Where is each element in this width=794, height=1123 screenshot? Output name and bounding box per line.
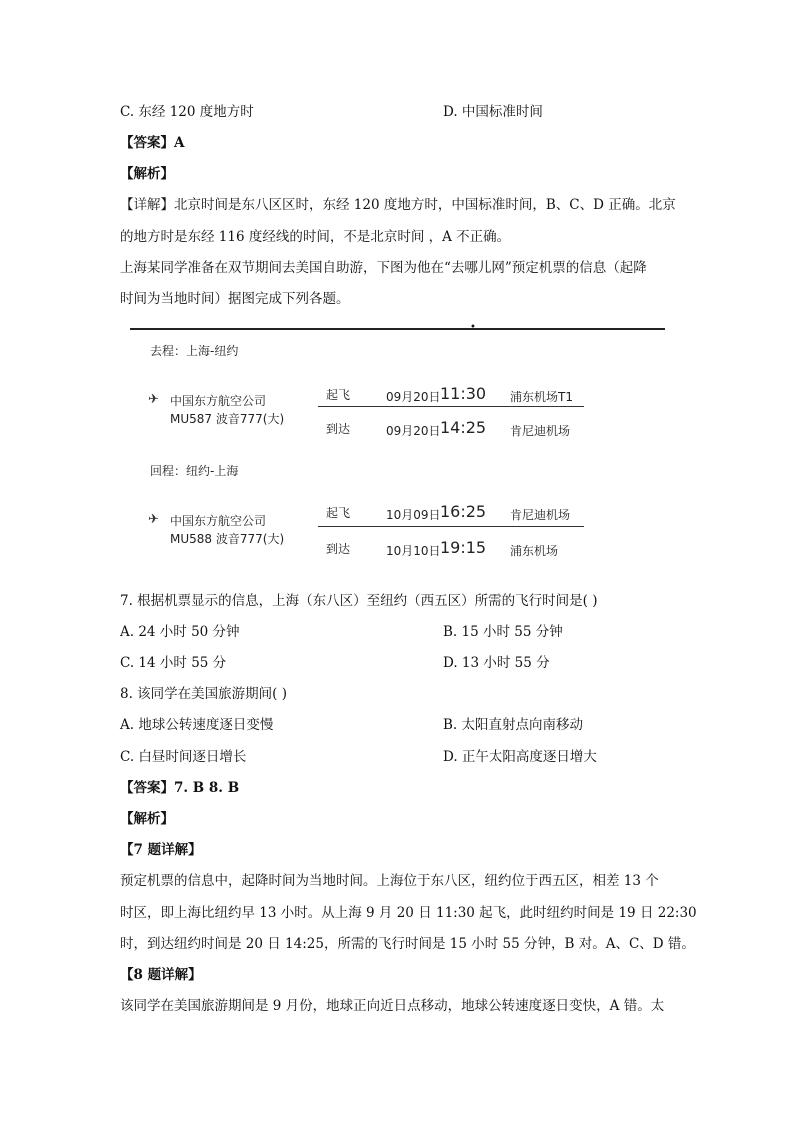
q7-detail-heading: 【7 题详解】 [120,842,202,858]
outbound-depart-label: 起飞 [326,388,351,402]
intro-line-1: 上海某同学准备在双节期间去美国自助游，下图为他在“去哪儿网”预定机票的信息（起降 [120,260,647,276]
return-arrive-label: 到达 [326,542,351,556]
question-7: 7. 根据机票显示的信息，上海（东八区）至纽约（西五区）所需的飞行时间是( ) [120,593,598,609]
return-depart-date: 10月09日 [386,508,441,522]
outbound-label: 去程：上海-纽约 [150,344,239,358]
answer: 【答案】7. B 8. B [120,780,240,796]
intro-line-2: 时间为当地时间）据图完成下列各题。 [120,291,350,307]
q7-explanation-1: 预定机票的信息中，起降时间为当地时间。上海位于东八区，纽约位于西五区，相差 13 个 [120,873,659,889]
q8-option-c: C. 白昼时间逐日增长 [120,749,247,765]
q7-option-d: D. 13 小时 55 分 [443,655,550,671]
detail-line-1: 【详解】北京时间是东八区区时，东经 120 度地方时，中国标准时间，B、C、D 正确。北京 [120,197,676,213]
outbound-depart-date: 09月20日 [386,390,441,404]
return-depart-airport: 肯尼迪机场 [510,508,571,522]
option-c-previous: C. 东经 120 度地方时 [120,104,254,120]
outbound-arrive-airport: 肯尼迪机场 [510,424,571,438]
outbound-arrive-time: 14:25 [440,418,487,437]
outbound-arrive-date: 09月20日 [386,424,441,438]
answer-previous: 【答案】A [120,135,185,151]
return-arrive-airport: 浦东机场 [510,544,559,558]
option-d-previous: D. 中国标准时间 [443,104,543,120]
return-depart-label: 起飞 [326,506,351,520]
q8-option-b: B. 太阳直射点向南移动 [443,717,584,733]
flight-return: MU588 波音777(大) [170,532,285,546]
flight-ticket-figure [130,322,670,562]
q7-explanation-3: 时，到达纽约时间是 20 日 14:25，所需的飞行时间是 15 小时 55 分钟，B 对。A、C、D 错。 [120,936,695,952]
analysis-heading: 【解析】 [120,166,174,182]
q8-option-a: A. 地球公转速度逐日变慢 [120,717,274,733]
q8-explanation-1: 该同学在美国旅游期间是 9 月份，地球正向近日点移动，地球公转速度逐日变快，A 错。太 [120,998,665,1014]
return-divider [318,526,584,527]
airline-return: 中国东方航空公司 [170,514,267,528]
outbound-depart-time: 11:30 [440,384,487,403]
return-depart-time: 16:25 [440,502,487,521]
q7-explanation-2: 时区，即上海比纽约早 13 小时。从上海 9 月 20 日 11:30 起飞，此时纽约时间是 19 日 22:30 [120,905,697,921]
return-arrive-date: 10月10日 [386,544,441,558]
ticket-top-rule [130,328,665,330]
q7-option-b: B. 15 小时 55 分钟 [443,624,563,640]
return-label: 回程：纽约-上海 [150,464,239,478]
outbound-divider [318,406,584,407]
return-arrive-time: 19:15 [440,538,487,557]
airplane-icon: ✈ [148,512,159,527]
question-8: 8. 该同学在美国旅游期间( ) [120,686,287,702]
outbound-arrive-label: 到达 [326,422,351,436]
airline-outbound: 中国东方航空公司 [170,394,267,408]
q8-detail-heading: 【8 题详解】 [120,967,202,983]
airplane-icon: ✈ [148,392,159,407]
q8-option-d: D. 正午太阳高度逐日增大 [443,749,597,765]
ticket-dot: • [470,322,476,333]
detail-line-2: 的地方时是东经 116 度经线的时间，不是北京时间 ，A 不正确。 [120,229,511,245]
q7-option-a: A. 24 小时 50 分钟 [120,624,240,640]
q7-option-c: C. 14 小时 55 分 [120,655,227,671]
outbound-depart-airport: 浦东机场T1 [510,390,573,404]
analysis-heading-2: 【解析】 [120,811,174,827]
flight-outbound: MU587 波音777(大) [170,412,285,426]
